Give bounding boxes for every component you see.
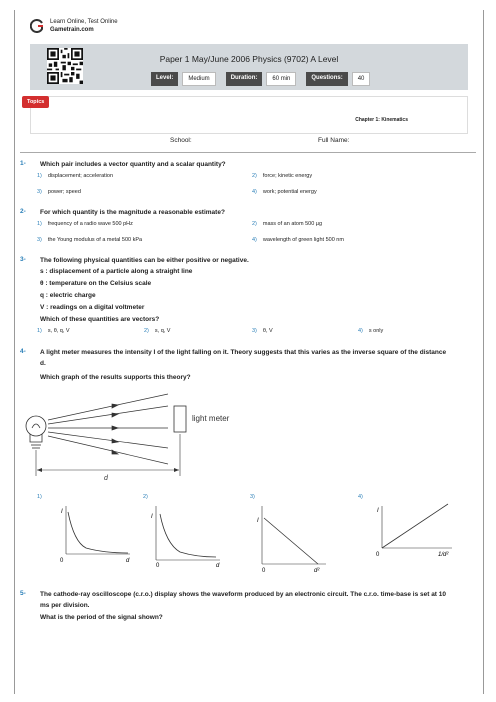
lamp-icon	[26, 416, 46, 448]
question-line: θ : temperature on the Celsius scale	[40, 280, 152, 287]
graph-option-2[interactable]	[146, 502, 226, 568]
brand-tagline: Learn Online, Test Online	[50, 19, 118, 25]
light-rays	[48, 394, 168, 464]
question-line: Which graph of the results supports this theory?	[40, 374, 191, 381]
level-label: Level:	[151, 72, 178, 86]
option[interactable]	[358, 327, 383, 335]
meta-row	[151, 72, 370, 86]
option[interactable]	[252, 172, 312, 180]
topics-tag[interactable]: Topics	[22, 96, 49, 108]
option-number: 2)	[252, 221, 257, 227]
full-name-field-label: Full Name:	[318, 137, 350, 144]
graph-option-number[interactable]	[358, 493, 369, 501]
option-number: 3)	[252, 328, 257, 334]
header-box	[30, 44, 468, 90]
questions-label: Questions:	[306, 72, 347, 86]
y-axis-label: I	[61, 509, 63, 515]
option-number: 4)	[358, 328, 363, 334]
question-number: 1-	[20, 160, 26, 167]
option[interactable]	[37, 220, 133, 228]
option-number: 2)	[144, 328, 149, 334]
option-text: the Young modulus of a metal 500 kPa	[47, 237, 143, 243]
question-line: s : displacement of a particle along a straight line	[40, 268, 193, 275]
option[interactable]	[37, 236, 142, 244]
origin-label: 0	[262, 568, 266, 574]
graph-option-3[interactable]	[252, 502, 332, 578]
option[interactable]	[37, 327, 70, 335]
question-line: d.	[40, 360, 46, 367]
option-number: 3)	[250, 494, 255, 500]
option-number: 2)	[252, 173, 257, 179]
graph-line	[264, 518, 318, 564]
question-line: V : readings on a digital voltmeter	[40, 304, 145, 311]
option-text: force; kinetic energy	[262, 173, 313, 179]
paper-title: Paper 1 May/June 2006 Physics (9702) A Level	[159, 54, 339, 64]
y-axis-label: I	[257, 518, 259, 524]
option-text: frequency of a radio wave 500 pHz	[47, 221, 133, 227]
level-value: Medium	[182, 72, 215, 86]
light-meter-diagram	[20, 384, 270, 484]
option-number: 1)	[37, 494, 42, 500]
divider	[20, 152, 476, 153]
option-number: 1)	[37, 221, 42, 227]
question-line: Which of these quantities are vectors?	[40, 316, 160, 323]
x-axis-label: d	[126, 558, 130, 564]
option[interactable]	[252, 327, 273, 335]
option-text: s, θ, q, V	[47, 328, 70, 334]
topics-panel	[30, 96, 468, 134]
question-number: 5-	[20, 590, 26, 597]
question-line: ms per division.	[40, 602, 90, 609]
option-number: 2)	[143, 494, 148, 500]
option[interactable]	[252, 220, 322, 228]
option-number: 3)	[37, 189, 42, 195]
option-text: power; speed	[47, 189, 81, 195]
option[interactable]	[144, 327, 170, 335]
option[interactable]	[37, 172, 113, 180]
option[interactable]	[252, 236, 344, 244]
brand-site[interactable]: Gametrain.com	[50, 27, 94, 33]
graph-option-number[interactable]	[143, 493, 154, 501]
gametrain-logo-icon	[30, 19, 44, 33]
question-text: For which quantity is the magnitude a reasonable estimate?	[40, 209, 225, 216]
chapter-label[interactable]: Chapter 1: Kinematics	[355, 117, 408, 123]
y-axis-label: I	[151, 514, 153, 520]
question-number: 2-	[20, 208, 26, 215]
option-text: wavelength of green light 500 nm	[262, 237, 344, 243]
question-text: Which pair includes a vector quantity and a scalar quantity?	[40, 161, 226, 168]
option-number: 4)	[252, 237, 257, 243]
question-line: The cathode-ray oscilloscope (c.r.o.) display shows the waveform produced by an electronic circuit. The c.r.o. time-base is set at 10	[40, 591, 447, 598]
question-number: 4-	[20, 348, 26, 355]
option-number: 1)	[37, 328, 42, 334]
origin-label: 0	[156, 563, 160, 568]
question-line: q : electric charge	[40, 292, 96, 299]
origin-label: 0	[60, 558, 64, 564]
option-text: θ, V	[262, 328, 273, 334]
meter-label: light meter	[192, 414, 230, 423]
x-axis-label: d²	[314, 568, 320, 574]
x-axis-label: 1/d²	[438, 552, 449, 558]
option-text: s, q, V	[154, 328, 171, 334]
option-number: 3)	[37, 237, 42, 243]
question-number: 3-	[20, 256, 26, 263]
option[interactable]	[37, 188, 81, 196]
y-axis-label: I	[377, 508, 379, 514]
question-line: A light meter measures the intensity I of the light falling on it. Theory suggests that this varies as the inverse square of the distance	[40, 349, 447, 356]
distance-label: d	[104, 475, 108, 482]
school-field-label: School:	[170, 137, 192, 144]
option-text: work; potential energy	[262, 189, 317, 195]
graph-curve	[68, 512, 128, 553]
graph-curve	[160, 514, 216, 557]
graph-option-4[interactable]	[372, 502, 462, 566]
graph-line	[382, 504, 448, 548]
option[interactable]	[252, 188, 317, 196]
option-number: 4)	[358, 494, 363, 500]
light-meter-box	[174, 406, 186, 432]
option-text: mass of an atom 500 µg	[262, 221, 323, 227]
question-line: What is the period of the signal shown?	[40, 614, 163, 621]
brand[interactable]	[30, 18, 118, 34]
option-text: s only	[368, 328, 384, 334]
question-line: The following physical quantities can be either positive or negative.	[40, 257, 249, 264]
graph-option-number[interactable]	[250, 493, 261, 501]
origin-label: 0	[376, 552, 380, 558]
graph-option-1[interactable]	[56, 502, 136, 568]
option-text: displacement; acceleration	[47, 173, 114, 179]
option-number: 1)	[37, 173, 42, 179]
option-number: 4)	[252, 189, 257, 195]
duration-label: Duration:	[226, 72, 263, 86]
duration-value: 60 min	[266, 72, 296, 86]
questions-value: 40	[352, 72, 371, 86]
x-axis-label: d	[216, 563, 220, 568]
graph-option-number[interactable]	[37, 493, 48, 501]
